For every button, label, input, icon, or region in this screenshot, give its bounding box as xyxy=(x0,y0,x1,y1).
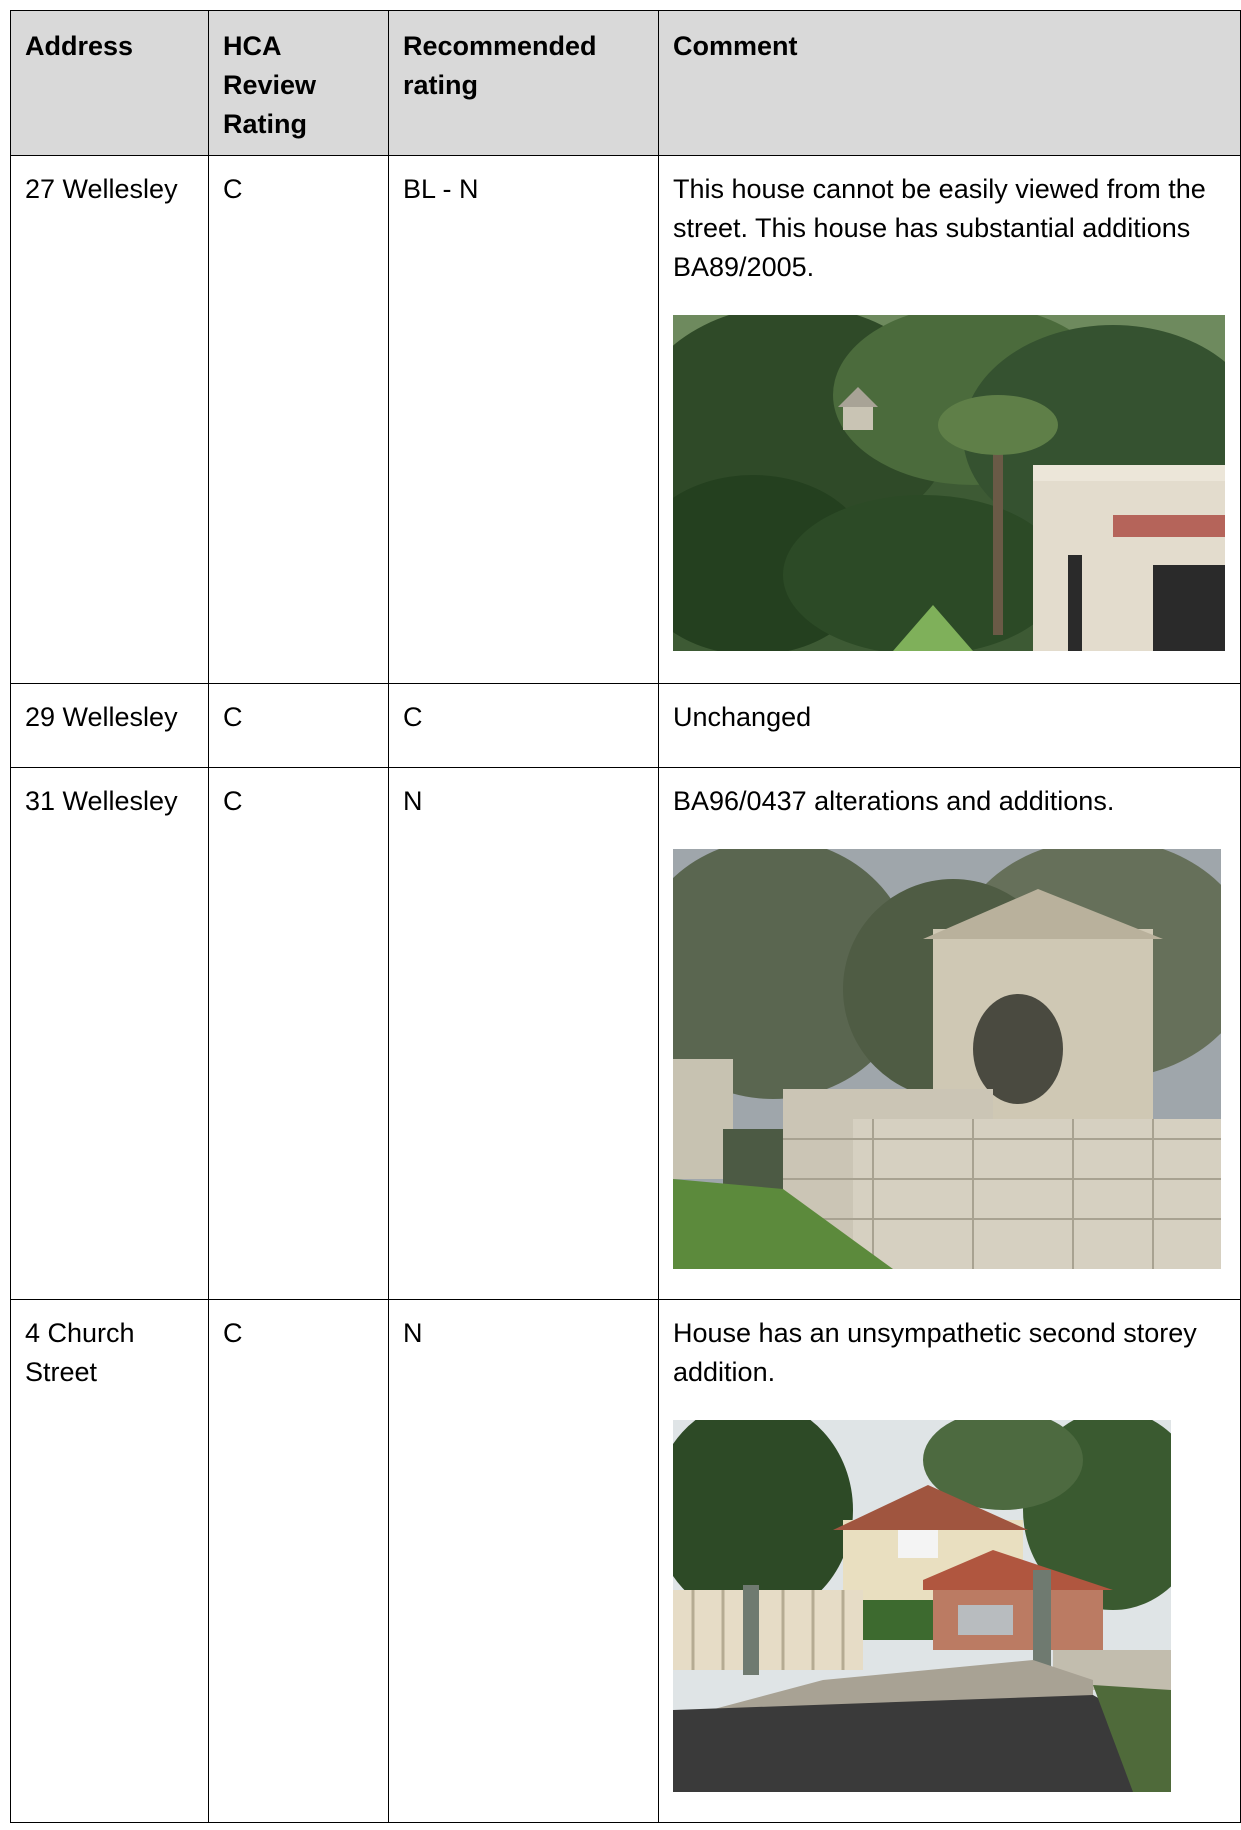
table-row xyxy=(11,684,1241,768)
header-recommended-rating: Recommended rating xyxy=(389,11,659,156)
tropical-garden-with-garage-photo xyxy=(673,315,1225,651)
header-hca-review-rating: HCA Review Rating xyxy=(209,11,389,156)
recommended-rating-cell: BL - N xyxy=(389,156,659,684)
comment-cell xyxy=(659,684,1241,768)
comment-text: This house cannot be easily viewed from the street. This house has substantial additions BA89/2005. xyxy=(673,174,1206,282)
address-cell: 29 Wellesley xyxy=(11,684,209,768)
comment-cell xyxy=(659,768,1241,1300)
comment-text: House has an unsympathetic second storey addition. xyxy=(673,1318,1197,1387)
comment-cell xyxy=(659,1300,1241,1823)
comment-cell xyxy=(659,156,1241,684)
address-cell: 4 Church Street xyxy=(11,1300,209,1823)
hca-rating-cell: C xyxy=(209,156,389,684)
table-header-row xyxy=(11,11,1241,156)
header-address: Address xyxy=(11,11,209,156)
table-row xyxy=(11,156,1241,684)
recommended-rating-cell: N xyxy=(389,768,659,1300)
hca-rating-cell: C xyxy=(209,684,389,768)
heritage-review-table xyxy=(10,10,1241,1823)
header-comment: Comment xyxy=(659,11,1241,156)
hca-rating-cell: C xyxy=(209,1300,389,1823)
recommended-rating-cell: N xyxy=(389,1300,659,1823)
address-cell: 31 Wellesley xyxy=(11,768,209,1300)
recommended-rating-cell: C xyxy=(389,684,659,768)
comment-text: BA96/0437 alterations and additions. xyxy=(673,786,1115,816)
table-row xyxy=(11,768,1241,1300)
comment-text: Unchanged xyxy=(673,702,812,732)
sandstone-wall-house-photo xyxy=(673,849,1221,1269)
hca-rating-cell: C xyxy=(209,768,389,1300)
table-row xyxy=(11,1300,1241,1823)
red-roof-house-driveway-photo xyxy=(673,1420,1171,1792)
address-cell: 27 Wellesley xyxy=(11,156,209,684)
